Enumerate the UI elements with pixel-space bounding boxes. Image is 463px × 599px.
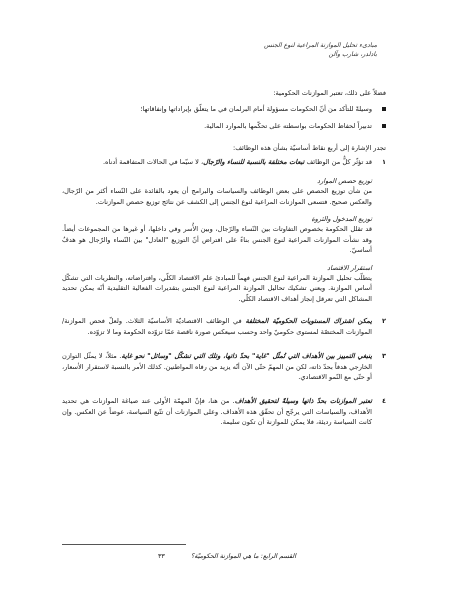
bullet-item: تدبيراً لحفاظ الحكومات بواسطته على تحكّمها بالموارد المالية. <box>62 121 386 131</box>
page-footer <box>62 544 386 560</box>
points-lead: تجدر الإشارة إلى أربع نقاط أساسيّة بشأن هذه الوظائف: <box>232 144 386 152</box>
subsection-text: يتطلّب تحليل الموازنة المراعية لنوع الجنس فهماً للمبادئ علم الاقتصاد الكلّي، وافتراضاته، والنظريات التي تشكّل أساس الموازنة. ويعني تشكيك تحاليل الموازنة المراعية لنوع الجنس بتقديرات الفعالية التقليدية أنّه يمكن تحديد المشاكل التي تعرقل إنجاز أهداف الاقتصاد الكلّي. <box>62 274 372 303</box>
numbered-point-4: ٤ تعتبر الموازنات بحدّ ذاتها وسيلةً لتحقيق الأهداف. من هنا، فإنّ المهمّة الأولى عند صياغة الموازنات هي تحديد الأهداف، والسياسات التي يرجّح أن تحقّق هذه الأهداف. وعلى الموازنات أن تتّبع السياسة، عوضاً عن العكس. وإن كانت السياسة رديئة، فلا يمكن للموازنة أن تكون سليمة. <box>62 397 386 427</box>
points-block <box>62 143 386 428</box>
footer-divider <box>62 544 186 545</box>
square-bullet-icon <box>382 107 386 111</box>
subsection-text: قد تقلل الحكومة بخصوص التفاوتات بين النّساء والرّجال، وبين الأُسر وفي داخلها، أو غيرها من المجموعات أيضاً. وقد نشأت الموازنات المراعية لنوع الجنس بناءً على افتراض أنّ التوزيع "العادل" بين النّساء والرّجال هو هدفٌ أساسيّ. <box>62 225 372 255</box>
subsection-text: من شأن توزيع الحصص على بعض الوظائف والسياسات والبرامج أن يعود بالفائدة على النّساء أكثر من الرّجال، والعكس صحيح. فتسعى الموازنات المراعية لنوع الجنس إلى الكشف عن نتائج توزيع حصص الموازنات. <box>62 187 372 206</box>
footer-chapter-title: القسم الرابع: ما هي الموازنة الحكوميّة؟ <box>190 552 296 560</box>
numbered-point-1: ١ قد تؤثّر كلٌّ من الوظائف تبعات مختلفة بالنسبة للنساء والرّجال، لا سيّما في الحالات المتفاقمة أدناه. <box>102 158 386 167</box>
numbered-point-2: ٢ يمكن اشتراك المستويات الحكوميّة المختلفة في الوظائف الاقتصاديّة الأساسيّة الثلاث. ولعلّ فحص الموازنة/الموازنات المختصّة لمستوى حكوميّ واحد وحسب سيعكس صورة ناقصة عمّا تزوّده الحكومة وما لا تزوّده. <box>62 317 386 336</box>
bullet-item: وسيلةً للتأكد من أنّ الحكومات مسؤولة أمام البرلمان في ما يتعلّق بإيراداتها وإنفاقاتها؛ <box>62 104 386 114</box>
running-header <box>77 41 377 59</box>
header-authors: بادلدر، شارب وآلن <box>328 51 377 58</box>
square-bullet-icon <box>382 124 386 128</box>
intro-lead: فضلاً على ذلك، تعتبر الموازنات الحكومية: <box>273 89 386 97</box>
intro-block <box>62 88 386 137</box>
header-title: مبادىء تحليل الموازنة المراعية لنوع الجنس <box>264 42 377 49</box>
subsection-title: استقرار الاقتصاد <box>327 263 372 272</box>
subsection-title: توزيع حصص الموارد <box>317 176 372 185</box>
numbered-point-3: ٣ ينبغي التمييز بين الأهداف التي تُمثّل "غاية" بحدّ ذاتها، وتلك التي تشكّل "وسائل" نحو غاية. مثلاً، لا يمثّل التوازن الخارجي هدفاً بحدّ ذاته، لكن من المهمّ حتّى الآن أنّه يزيد من رفاه المواطنين. كذلك الأمر بالنسبة لاستقرار الأسعار، أو حتّى مع النّمو الاقتصادي. <box>62 352 386 381</box>
page-number: ٣٣ <box>158 552 165 560</box>
intro-bullet-list <box>62 104 386 131</box>
subsection-title: توزيع المدخول والثروة <box>311 215 372 224</box>
subsections <box>62 176 386 304</box>
